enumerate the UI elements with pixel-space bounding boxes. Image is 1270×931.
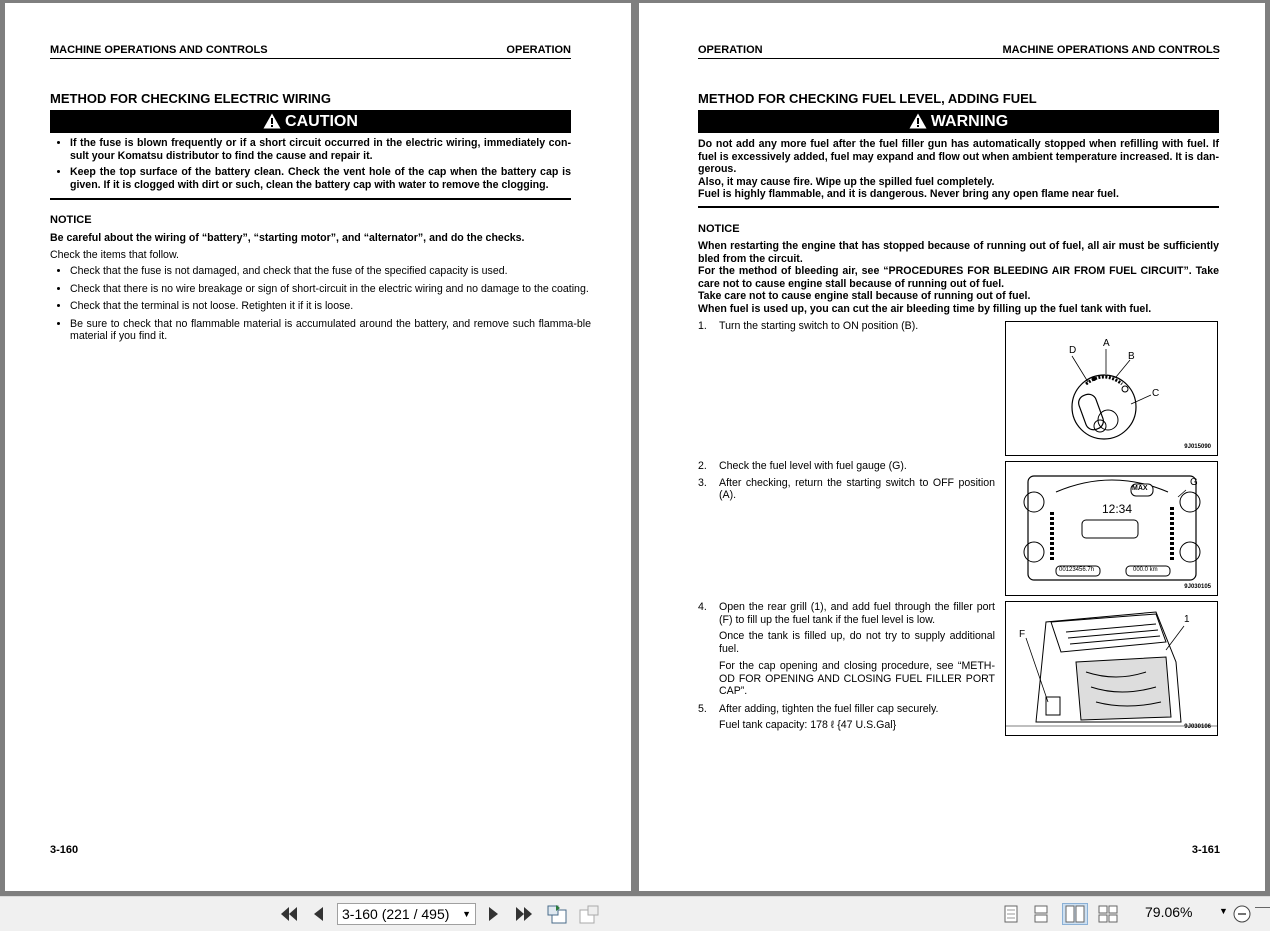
page-number: 3-160: [50, 844, 79, 856]
next-view-icon: [578, 904, 600, 924]
step-number: 4.: [698, 601, 707, 613]
step-text: Check the fuel level with fuel gauge (G).: [719, 460, 907, 472]
step-note: For the cap opening and closing procedure, see “METH-OD FOR OPENING AND CLOSING FUEL FILLER PORT CAP”.: [719, 660, 995, 697]
single-page-icon: [1004, 905, 1018, 923]
page-selector[interactable]: [337, 903, 476, 925]
figure-id: 9J030106: [1184, 724, 1211, 730]
step-number: 3.: [698, 476, 707, 489]
list-item: • Check that the terminal is not loose. Retighten it if it is loose.: [70, 300, 591, 313]
last-page-button[interactable]: [512, 903, 536, 925]
step-group-2: [698, 460, 995, 506]
running-header-left: OPERATION: [698, 44, 763, 56]
step-1: [698, 320, 995, 333]
fuel-capacity: Fuel tank capacity: 178 ℓ {47 U.S.Gal}: [719, 719, 897, 731]
document-page-right: [639, 3, 1265, 891]
warning-line: Do not add any more fuel after the fuel filler gun has automatically stopped when refilling with fuel. If fuel is excessively added, fuel may expand and flow out when ambient temperature increased. It is dan-gerous.: [698, 138, 1219, 175]
next-page-button[interactable]: [484, 903, 504, 925]
warning-triangle-icon: [263, 113, 281, 129]
step-number: 2.: [698, 460, 707, 472]
facing-view-button[interactable]: [1062, 903, 1088, 925]
figure-starting-switch: [1005, 321, 1218, 456]
next-page-icon: [488, 906, 500, 922]
running-header-left: MACHINE OPERATIONS AND CONTROLS: [50, 44, 268, 56]
figure-fuel-filler: [1005, 601, 1218, 736]
notice-line: When restarting the engine that has stopped because of running out of fuel, all air must be sufficiently bled from the circuit.: [698, 240, 1219, 265]
running-header-right: OPERATION: [506, 44, 571, 56]
step-note: Once the tank is filled up, do not try to supply additional fuel.: [719, 630, 995, 655]
next-view-button[interactable]: [577, 903, 601, 925]
header-rule: [50, 58, 571, 59]
list-item: • Check that the fuse is not damaged, and check that the fuse of the specified capacity is used.: [70, 265, 591, 278]
step-group-3: [698, 601, 995, 737]
notice-line: For the method of bleeding air, see “PROCEDURES FOR BLEEDING AIR FROM FUEL CIRCUIT”. Take care not to cause engine stall because of running out of fuel.: [698, 265, 1219, 290]
label-d: D: [1069, 345, 1077, 356]
running-header-right: MACHINE OPERATIONS AND CONTROLS: [1002, 44, 1220, 56]
section-title: METHOD FOR CHECKING ELECTRIC WIRING: [50, 91, 331, 106]
notice-heading: NOTICE: [50, 214, 92, 226]
document-page-left: [5, 3, 631, 891]
figure-monitor: [1005, 461, 1218, 596]
warning-triangle-icon: [909, 113, 927, 129]
caution-item: • Keep the top surface of the battery clean. Check the vent hole of the cap when the battery cap is given. If it is clogged with dirt or such, clean the battery cap with water to remove the clogging.: [70, 166, 571, 191]
last-page-icon: [515, 906, 533, 922]
label-a: A: [1103, 338, 1110, 349]
prev-view-icon: [546, 904, 568, 924]
caution-rule: [50, 198, 571, 200]
viewer-toolbar: [0, 896, 1270, 931]
notice-line: Take care not to cause engine stall because of running out of fuel.: [698, 290, 1031, 302]
label-c: C: [1152, 388, 1160, 399]
odometer: 000.0 km: [1133, 567, 1158, 573]
step-text: Open the rear grill (1), and add fuel through the filler port (F) to fill up the fuel tank if the fuel level is low.: [719, 601, 995, 626]
caution-banner: [50, 110, 571, 133]
step-text: After adding, tighten the fuel filler cap securely.: [719, 702, 939, 715]
step-2: [698, 460, 995, 473]
monitor-drawing: [1006, 462, 1217, 595]
label-g: G: [1190, 477, 1198, 488]
chevron-down-icon: ▼: [462, 909, 471, 919]
step-3: [698, 477, 995, 502]
warning-label: WARNING: [930, 113, 1009, 130]
hour-meter: 00123456.7h: [1059, 567, 1095, 573]
check-list: [50, 265, 591, 348]
check-intro: Check the items that follow.: [50, 249, 179, 261]
caution-box: [50, 137, 571, 195]
previous-view-button[interactable]: [545, 903, 569, 925]
prev-page-icon: [312, 906, 324, 922]
notice-text: [698, 240, 1219, 315]
step-text: Turn the starting switch to ON position (B).: [719, 320, 919, 332]
page-selector-value: 3-160 (221 / 495): [342, 906, 450, 922]
label-b: B: [1128, 351, 1135, 362]
page-number: 3-161: [1191, 844, 1220, 856]
prev-page-button[interactable]: [308, 903, 328, 925]
warning-line: Fuel is highly flammable, and it is dangerous. Never bring any open flame near fuel.: [698, 188, 1119, 200]
step-5: [698, 703, 995, 716]
zoom-slider-track[interactable]: [1255, 907, 1270, 908]
step-number: 1.: [698, 320, 707, 332]
zoom-out-icon: [1233, 905, 1251, 923]
warning-text: [698, 138, 1219, 201]
clock-display: 12:34: [1102, 502, 1133, 516]
section-title: METHOD FOR CHECKING FUEL LEVEL, ADDING FUEL: [698, 91, 1037, 106]
continuous-icon: [1034, 905, 1048, 923]
header-rule: [698, 58, 1219, 59]
single-page-view-button[interactable]: [1000, 903, 1022, 925]
figure-id: 9J015090: [1184, 444, 1211, 450]
list-item: • Be sure to check that no flammable material is accumulated around the battery, and remove such flamma-ble material if you find it.: [70, 318, 591, 343]
starting-switch-drawing: [1006, 322, 1217, 455]
zoom-out-button[interactable]: [1231, 903, 1253, 925]
step-4: [698, 601, 995, 626]
notice-text: Be careful about the wiring of “battery”, “starting motor”, and “alternator”, and do the checks.: [50, 232, 525, 244]
step-group-1: [698, 320, 995, 337]
facing-icon: [1065, 905, 1085, 923]
warning-banner: [698, 110, 1219, 133]
warning-line: Also, it may cause fire. Wipe up the spilled fuel completely.: [698, 175, 995, 188]
continuous-facing-icon: [1098, 905, 1118, 923]
continuous-facing-view-button[interactable]: [1096, 903, 1120, 925]
step-number: 5.: [698, 702, 707, 715]
list-item: • Check that there is no wire breakage or sign of short-circuit in the electric wiring and no damage to the coating.: [70, 283, 591, 296]
chevron-down-icon[interactable]: ▼: [1219, 906, 1228, 916]
caution-item: • If the fuse is blown frequently or if a short circuit occurred in the electric wiring, immediately con-sult your Komatsu distributor to find the cause and repair it.: [70, 137, 571, 162]
step-text: After checking, return the starting switch to OFF position (A).: [719, 476, 995, 501]
notice-line: When fuel is used up, you can cut the air bleeding time by filling up the fuel tank with fuel.: [698, 302, 1152, 315]
figure-id: 9J030105: [1184, 584, 1211, 590]
label-f: F: [1019, 629, 1026, 640]
continuous-view-button[interactable]: [1030, 903, 1052, 925]
zoom-level[interactable]: 79.06%: [1145, 904, 1193, 920]
first-page-icon: [280, 906, 298, 922]
label-1: 1: [1184, 614, 1190, 625]
warning-rule: [698, 206, 1219, 208]
caution-label: CAUTION: [285, 113, 358, 130]
max-label: MAX: [1132, 485, 1148, 492]
notice-heading: NOTICE: [698, 223, 740, 235]
first-page-button[interactable]: [277, 903, 301, 925]
